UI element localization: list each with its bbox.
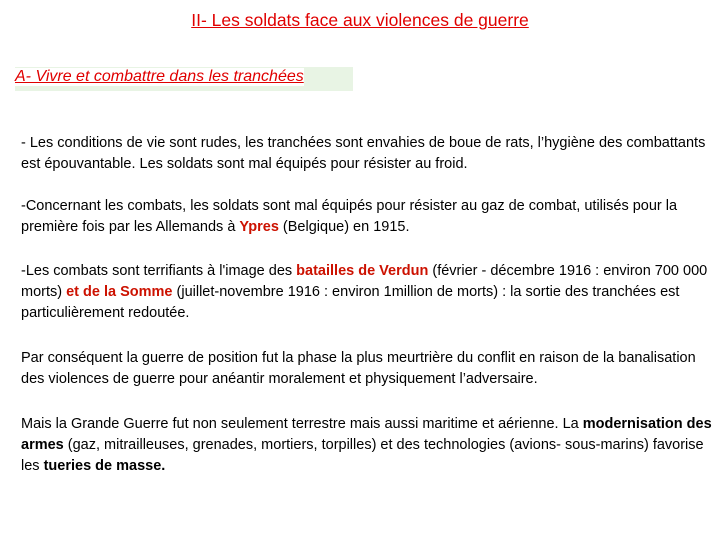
paragraph-modernisation <box>21 414 715 477</box>
paragraph-battles <box>21 261 715 324</box>
text-segment: -Les combats sont terrifiants à l'image des <box>21 263 297 279</box>
text-segment: Mais la Grande Guerre fut non seulement terrestre mais aussi maritime et aérienne. La <box>21 416 583 432</box>
paragraph-position-war: Par conséquent la guerre de position fut la phase la plus meurtrière du conflit en raison de la banalisation des violences de guerre pour anéantir moralement et physiquement l’adversaire. <box>21 350 696 387</box>
text-segment: (février - décembre 1916 : environ 700 000 morts) <box>21 263 708 300</box>
page-title: II- Les soldats face aux violences de guerre <box>191 10 529 30</box>
highlight-somme: et de la Somme <box>66 284 173 300</box>
section-subtitle: A- Vivre et combattre dans les tranchées <box>15 68 304 85</box>
text-segment: (gaz, mitrailleuses, grenades, mortiers, torpilles) et des technologies (avions- sous-marins) favorise les <box>21 437 704 474</box>
highlight-verdun: batailles de Verdun <box>296 263 429 279</box>
bold-modernisation: modernisation des armes <box>21 416 712 453</box>
bold-tueries: tueries de masse <box>43 458 162 474</box>
text-segment: -Concernant les combats, les soldats sont mal équipés pour résister au gaz de combat, utilisés pour la première fois par les Allemands à <box>21 198 678 235</box>
text-segment: (Belgique) en 1915. <box>278 219 410 235</box>
text-segment: . <box>161 458 166 474</box>
paragraph-living-conditions: - Les conditions de vie sont rudes, les tranchées sont envahies de boue de rats, l’hygiène des combattants est épouvantable. Les soldats sont mal équipés pour résister au froid. <box>21 135 706 172</box>
text-segment: (juillet-novembre 1916 : environ 1million de morts) : la sortie des tranchées est particulièrement redoutée. <box>21 284 680 321</box>
highlight-ypres: Ypres <box>239 219 279 235</box>
paragraph-gas-combat <box>21 196 715 238</box>
